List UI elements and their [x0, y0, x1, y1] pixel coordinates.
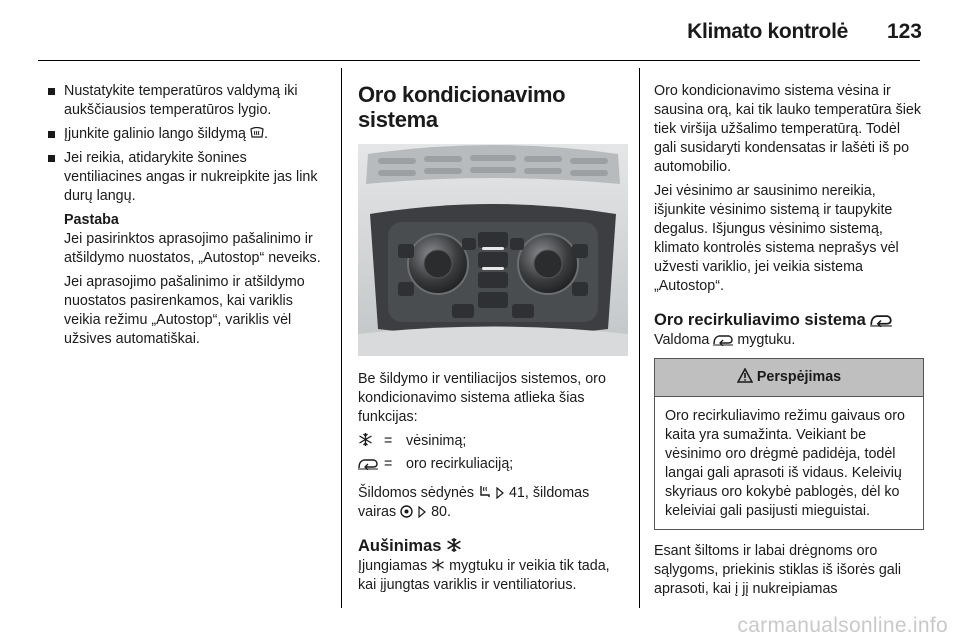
- legend-row: [358, 432, 628, 451]
- page-number: 123: [886, 20, 922, 43]
- intro-paragraph: Be šildymo ir ventiliacijos sistemos, oro kondicionavimo sistema atlieka šias funkcijas:: [358, 371, 606, 425]
- heated-seat-icon: [478, 485, 491, 499]
- column-divider-2: [639, 68, 640, 608]
- cooling-paragraph: Įjungiamas mygtuku ir veikia tik tada, kai įjungtas variklis ir ventiliatorius.: [358, 558, 610, 593]
- note-title: Pastaba: [64, 212, 119, 228]
- bullet-marker: [48, 155, 55, 162]
- note-block: [46, 211, 328, 349]
- recirculation-icon: [713, 334, 733, 346]
- column-left: [46, 82, 328, 354]
- page-reference-icon: [417, 506, 427, 518]
- legend-equals: =: [384, 433, 393, 449]
- section-heading: Oro kondicionavimo sistema: [358, 82, 566, 132]
- warning-header: [655, 359, 923, 397]
- warning-text: Oro recirkuliavimo režimu gaivaus oro kaita yra sumažinta. Veikiant be vėsinimo oro drėgmė padidėja, todėl langai gali aprasoti iš vidaus. Keleivių skyriaus oro kokybė pablogės, dėl ko keleiviai gali pasijusti mieguistai.: [665, 408, 905, 519]
- bullet-item: [46, 82, 328, 120]
- recirculation-icon: [870, 314, 892, 327]
- bullet-text: Nustatykite temperatūros valdymą iki aukščiausios temperatūros lygio.: [64, 83, 298, 118]
- snowflake-icon: [446, 537, 462, 553]
- page-reference-icon: [495, 487, 505, 499]
- bullet-item: Įjunkite galinio lango šildymą .: [46, 125, 328, 144]
- column-right: [654, 82, 924, 604]
- paragraph: Oro kondicionavimo sistema vėsina ir sausina orą, kai tik lauko temperatūra šiek tiek viršija užšalimo temperatūrą. Todėl gali susidaryti kondensatas ir lašėti iš po automobilio.: [654, 83, 922, 175]
- bullet-marker: [48, 131, 55, 138]
- paragraph: Jei vėsinimo ar sausinimo nereikia, išjunkite vėsinimo sistemą ir taupykite degalus. Išjungus vėsinimo sistemą, klimato kontrolės sistema neprašys vėl užvesti variklio, jei veikia sistema „Autostop“.: [654, 183, 899, 294]
- bullet-text: Jei reikia, atidarykite šonines ventiliacines angas ir nukreipkite jas link durų langų.: [64, 150, 318, 204]
- cooling-heading: Aušinimas: [358, 536, 628, 557]
- climate-control-panel-photo: [358, 144, 628, 356]
- rear-window-heating-icon: [250, 127, 264, 140]
- paragraph: Esant šiltoms ir labai drėgnoms oro sąlygoms, priekinis stiklas iš išorės gali aprasoti, kai į jį nukreipiamas: [654, 543, 902, 597]
- column-divider-1: [341, 68, 342, 608]
- recirculation-icon: [358, 458, 378, 470]
- page-title: Klimato kontrolė: [687, 20, 848, 43]
- snowflake-icon: [358, 432, 373, 447]
- heated-steering-wheel-icon: [400, 505, 413, 518]
- legend-equals: =: [384, 456, 393, 472]
- column-middle: [358, 82, 628, 600]
- legend-text: vėsinimą;: [406, 433, 467, 449]
- warning-title: Perspėjimas: [756, 369, 842, 385]
- legend-text: oro recirkuliaciją;: [406, 456, 514, 472]
- header-divider: [38, 60, 920, 61]
- bullet-item: [46, 149, 328, 206]
- recirculation-heading: Oro recirkuliavimo sistema: [654, 310, 924, 331]
- warning-triangle-icon: [737, 368, 753, 383]
- recirculation-paragraph: Valdoma mygtuku.: [654, 332, 796, 348]
- bullet-marker: [48, 88, 55, 95]
- bullet-text: Įjunkite galinio lango šildymą: [64, 126, 246, 142]
- note-paragraph: Jei pasirinktos aprasojimo pašalinimo ir atšildymo nuostatos, „Autostop“ neveiks.: [64, 231, 321, 266]
- heated-seats-paragraph: Šildomos sėdynės 41, šildomas vairas 80.: [358, 485, 590, 520]
- warning-box: [654, 358, 924, 530]
- legend-row: [358, 455, 628, 474]
- note-paragraph: Jei aprasojimo pašalinimo ir atšildymo nuostatos pasirenkamos, kai variklis veikia režimu „Autostop“, variklis vėl užsives automatiškai.: [64, 274, 305, 347]
- snowflake-icon: [431, 558, 445, 572]
- watermark: carmanualsonline.info: [737, 614, 948, 637]
